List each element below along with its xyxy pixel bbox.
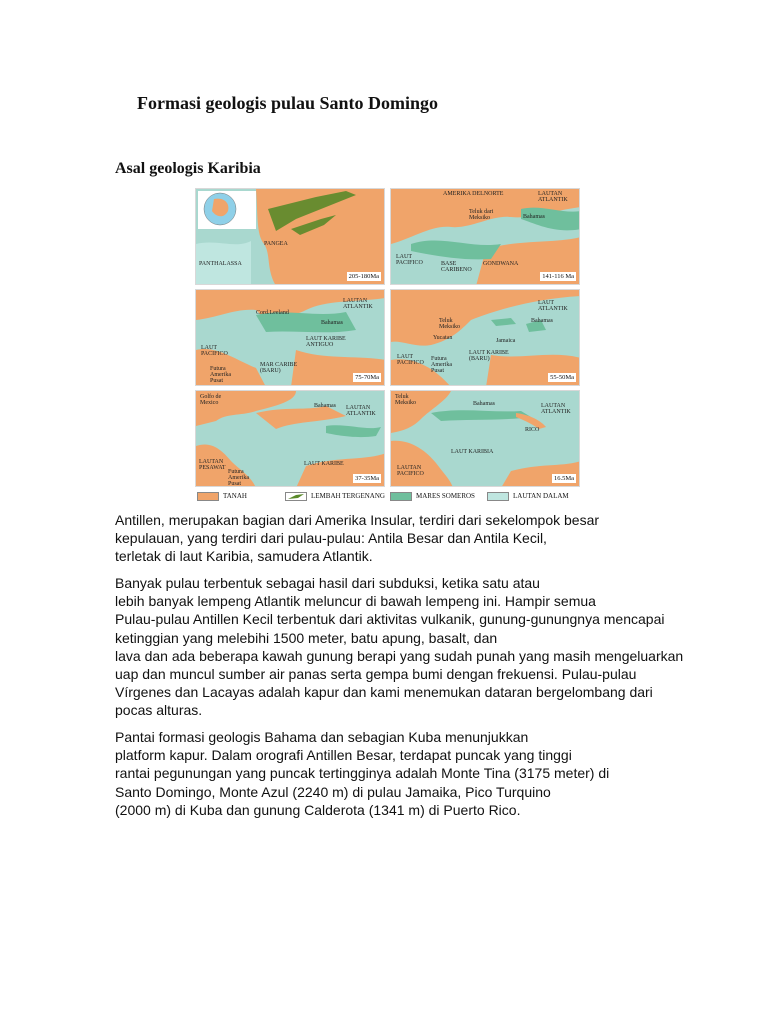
para3-line: rantai pegunungan yang puncak tertingginya adalah Monte Tina (3175 meter) di — [115, 765, 610, 782]
para2-line: uap dan muncul sumber air panas serta gempa bumi dengan frekuensi. Pulau-pulau — [115, 666, 637, 683]
legend-swatch-lembah — [285, 492, 307, 501]
para3-line: (2000 m) di Kuba dan gunung Calderota (1341 m) di Puerto Rico. — [115, 801, 521, 818]
map-5-label-1: Golfo de Mexico — [200, 394, 222, 406]
legend-label-lautan-dalam: LAUTAN DALAM — [513, 492, 569, 500]
map-4-label-3: LAUT ATLANTIK — [538, 300, 568, 312]
map-4-age: 55-50Ma — [550, 374, 574, 381]
para1-line: kepulauan, yang terdiri dari pulau-pulau: Antila Besar dan Antila Kecil, — [115, 530, 547, 547]
map-3-label-1: Cord.Leeland — [256, 310, 289, 316]
map-6-label-2: Bahamas — [473, 401, 495, 407]
paragraph-2 — [115, 574, 735, 720]
map-panel-1 — [195, 188, 385, 285]
map-3-label-6: Futura Amerika Pusat — [210, 366, 231, 384]
map-3-label-7: MAR CARIBE (BARU) — [260, 362, 298, 374]
map-6-label-4: RICO — [525, 427, 540, 433]
map-panel-3 — [195, 289, 385, 386]
para2-line: Pulau-pulau Antillen Kecil terbentuk dari aktivitas vulkanik, gunung-gunungnya mencapai — [115, 611, 665, 628]
caribbean-geology-figure — [195, 188, 580, 502]
map-5-label-5: Futura Amerika Pusat — [228, 469, 249, 487]
map-2-label-1: AMERIKA DELNORTE — [443, 191, 504, 197]
legend-item-lembah — [285, 490, 385, 502]
map-1-graphic — [196, 189, 385, 285]
map-5-label-3: LAUTAN ATLANTIK — [346, 405, 376, 417]
para3-line: Pantai formasi geologis Bahama dan sebagian Kuba menunjukkan — [115, 729, 529, 745]
para1-line: terletak di laut Karibia, samudera Atlantik. — [115, 548, 373, 565]
map-2-label-5: LAUT PACIFICO — [396, 254, 423, 266]
map-4-label-2: Yucatan — [433, 335, 453, 341]
para2-line: Vírgenes dan Lacayas adalah kapur dan kami menemukan dataran bergelombang dari — [115, 684, 653, 701]
map-4-label-4: Bahamas — [531, 318, 553, 324]
legend-item-mares — [390, 490, 475, 502]
map-3-label-4: LAUT KARIBE ANTIGUO — [306, 336, 346, 348]
map-4-label-5: Jamaica — [496, 338, 516, 344]
map-5-label-4: LAUTAN PESAWAT — [199, 459, 226, 471]
map-6-label-3: LAUTAN ATLANTIK — [541, 403, 571, 415]
map-2-label-3: Teluk dari Meksiko — [469, 209, 494, 221]
map-panel-5 — [195, 390, 385, 487]
map-2-age: 141-116 Ma — [542, 273, 574, 280]
para3-line: Santo Domingo, Monte Azul (2240 m) di pulau Jamaika, Pico Turquino — [115, 783, 551, 800]
map-panel-4 — [390, 289, 580, 386]
map-2-label-6: BASE CARIBENO — [441, 261, 472, 273]
map-4-label-6: LAUT PACIFICO — [397, 354, 424, 366]
para3-line: platform kapur. Dalam orografi Antillen Besar, terdapat puncak yang tinggi — [115, 747, 572, 764]
map-3-age: 75-70Ma — [355, 374, 379, 381]
map-4-label-7: Futura Amerika Pusat — [431, 356, 452, 374]
map-5-age: 37-35Ma — [355, 475, 379, 482]
map-1-label-2: PANTHALASSA — [199, 261, 242, 267]
map-panel-6 — [390, 390, 580, 487]
map-2-label-7: GONDWANA — [483, 261, 519, 267]
map-6-label-5: LAUT KARIBIA — [451, 449, 494, 455]
legend-label-mares: MARES SOMEROS — [416, 492, 475, 500]
para2-line: Banyak pulau terbentuk sebagai hasil dari subduksi, ketika satu atau — [115, 575, 540, 591]
map-4-label-8: LAUT KARIBE (BARU) — [469, 350, 509, 362]
document-title: Formasi geologis pulau Santo Domingo — [137, 93, 439, 113]
legend-swatch-mares — [390, 492, 412, 501]
map-1-age: 205-180Ma — [348, 273, 379, 280]
map-6-age: 16.5Ma — [553, 475, 574, 482]
paragraph-3 — [115, 728, 660, 819]
map-2-graphic — [391, 189, 580, 285]
legend-label-tanah: TANAH — [223, 492, 247, 500]
map-6-label-6: LAUTAN PACIFICO — [397, 465, 424, 477]
legend-item-lautan-dalam — [487, 490, 569, 502]
para2-line: lava dan ada beberapa kawah gunung berapi yang sudah punah yang masih mengeluarkan — [115, 647, 684, 664]
legend-swatch-lautan-dalam — [487, 492, 509, 501]
map-3-label-5: LAUT PACIFICO — [201, 345, 228, 357]
map-3-label-2: LAUTAN ATLANTIK — [343, 298, 373, 310]
map-5-label-2: Bahamas — [314, 403, 336, 409]
para2-line: lebih banyak lempeng Atlantik meluncur di bawah lempeng ini. Hampir semua — [115, 593, 596, 610]
legend-swatch-tanah — [197, 492, 219, 501]
legend-label-lembah: LEMBAH TERGENANG — [311, 492, 385, 500]
map-panel-2 — [390, 188, 580, 285]
map-3-label-3: Bahamas — [321, 320, 343, 326]
map-2-label-4: Bahamas — [523, 214, 545, 220]
paragraph-1 — [115, 511, 735, 566]
map-2-label-2: LAUTAN ATLANTIK — [538, 191, 568, 203]
map-4-label-1: Teluk Meksiko — [439, 318, 460, 330]
map-1-label-1: PANGEA — [264, 241, 288, 247]
map-6-label-1: Teluk Meksiko — [395, 394, 416, 406]
legend-item-tanah — [197, 490, 247, 502]
map-legend — [195, 490, 580, 502]
para2-line: pocas alturas. — [115, 702, 203, 719]
para1-line: Antillen, merupakan bagian dari Amerika Insular, terdiri dari sekelompok besar — [115, 512, 600, 528]
section-heading: Asal geologis Karibia — [115, 160, 261, 177]
map-5-label-6: LAUT KARIBE — [304, 461, 344, 467]
para2-line: ketinggian yang melebihi 1500 meter, batu apung, basalt, dan — [115, 629, 498, 646]
